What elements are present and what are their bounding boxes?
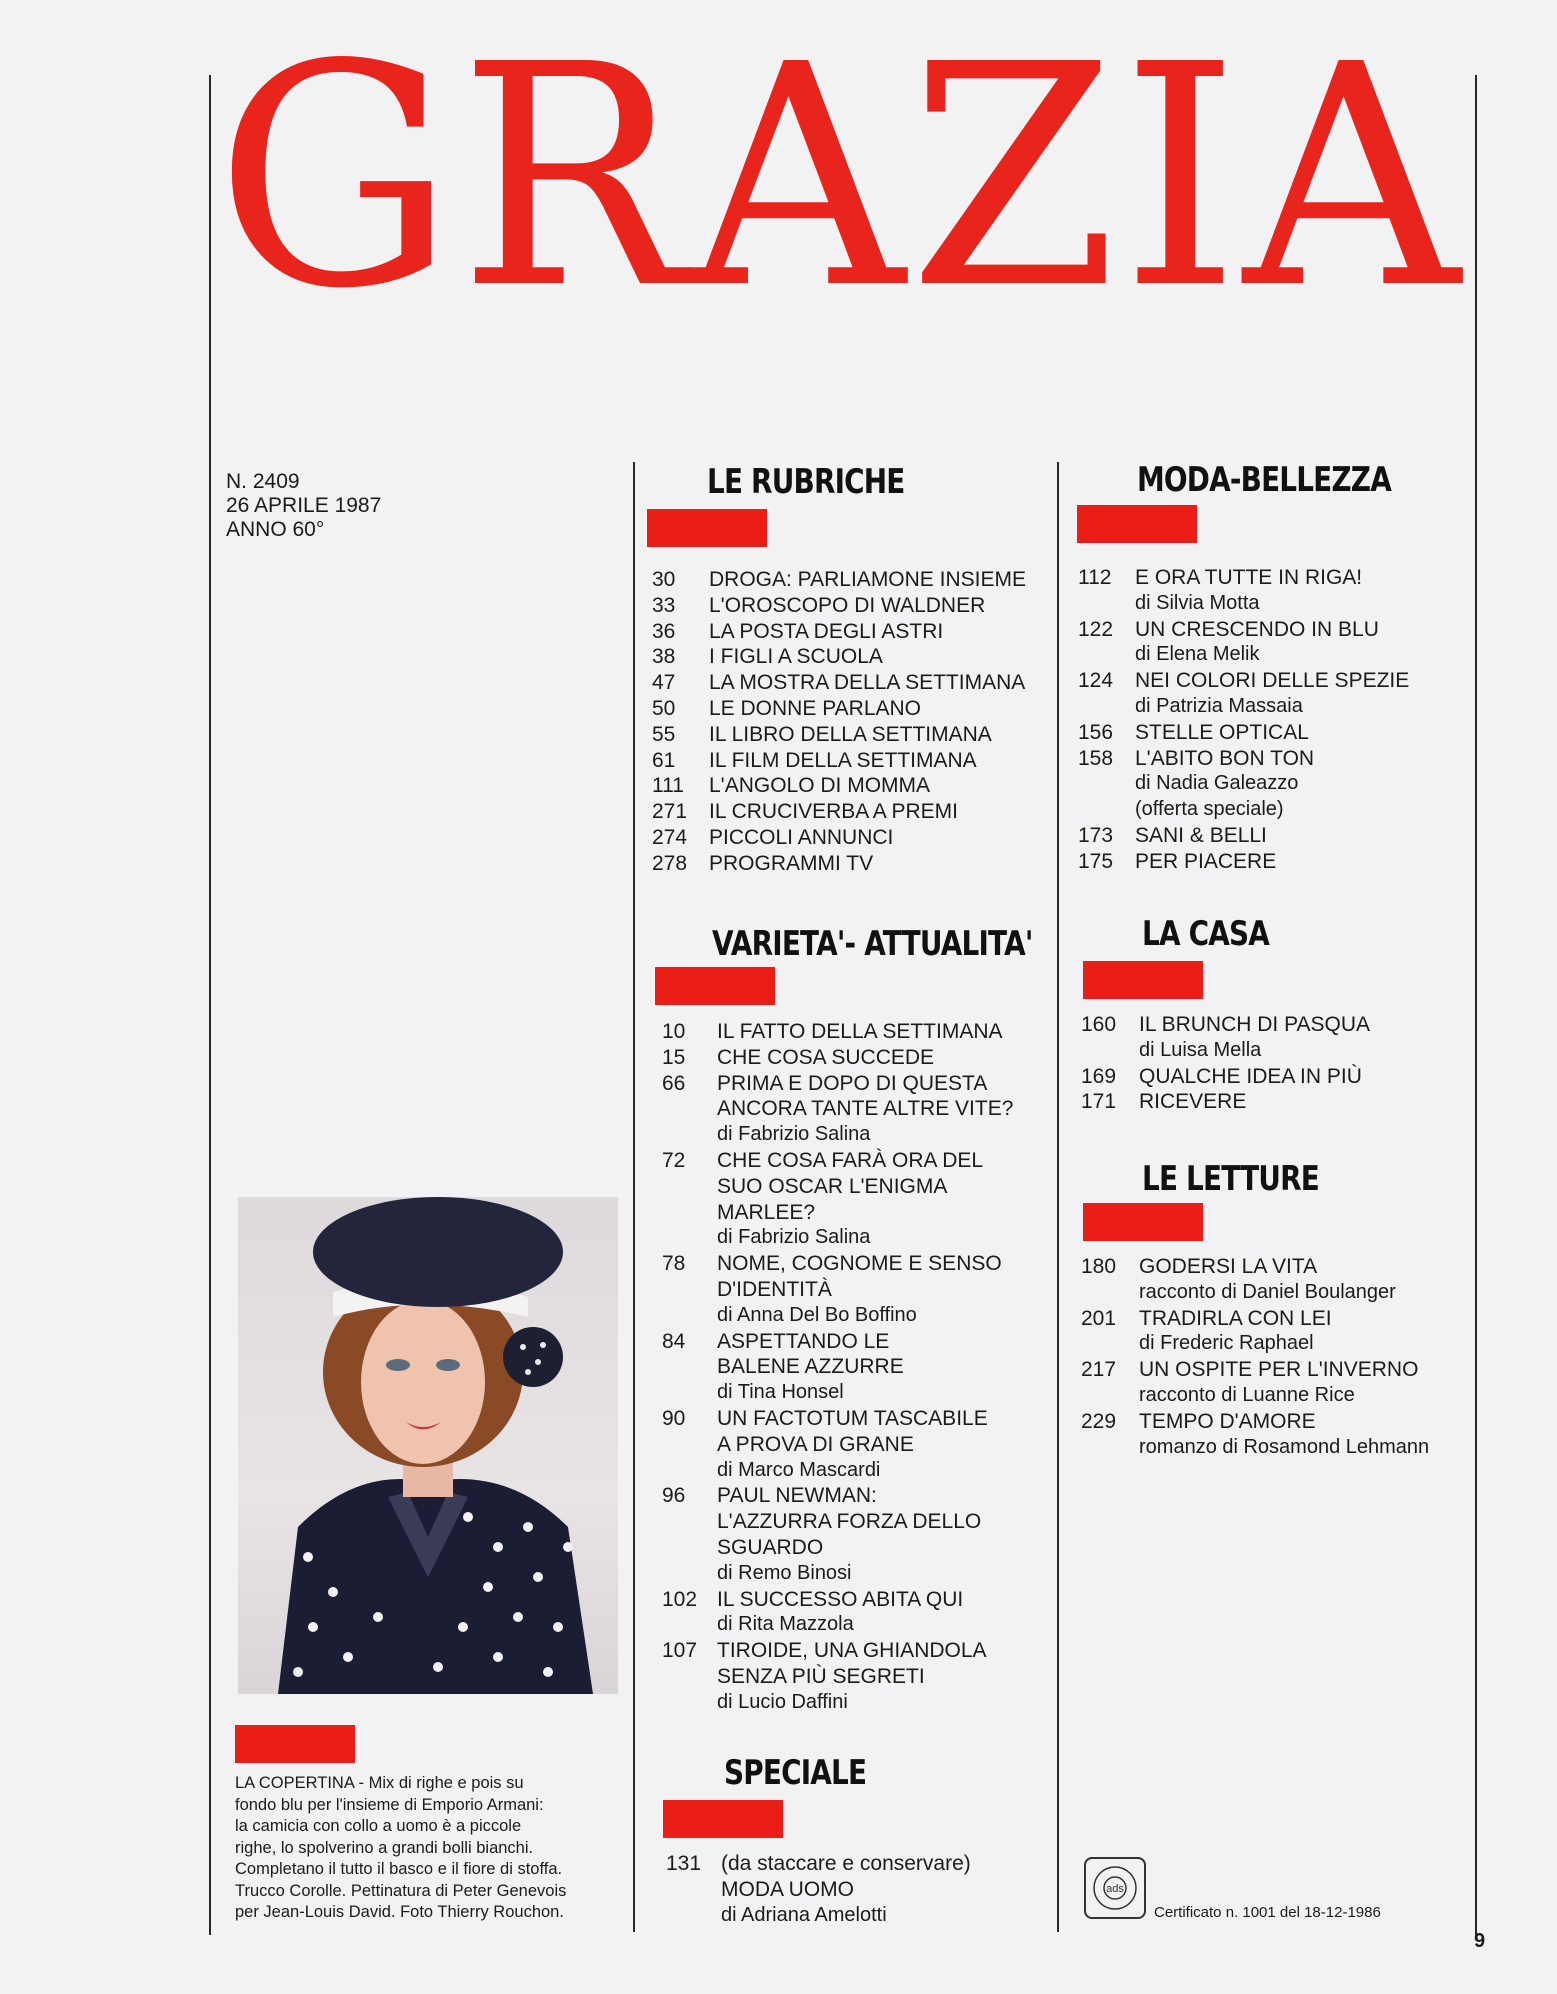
toc-entry xyxy=(1078,617,1468,669)
toc-entry xyxy=(652,722,1057,748)
issue-number: N. 2409 xyxy=(226,470,300,493)
toc-author: di Patrizia Massaia xyxy=(1135,694,1303,717)
toc-title: IL LIBRO DELLA SETTIMANA xyxy=(709,722,992,746)
toc-entry-text xyxy=(717,1406,988,1483)
toc-page-number: 55 xyxy=(652,722,676,746)
toc-entry xyxy=(662,1251,1057,1328)
toc-title-line: NEI COLORI DELLE SPEZIE xyxy=(1135,669,1410,693)
toc-entry-text xyxy=(717,1045,934,1071)
toc-entry-text xyxy=(1135,668,1409,720)
toc-page-number: 47 xyxy=(652,671,676,695)
toc-page-number: 90 xyxy=(662,1406,686,1430)
toc-entry-text xyxy=(717,1483,981,1586)
toc-author: di Fabrizio Salina xyxy=(717,1123,871,1146)
toc-author: di Lucio Daffini xyxy=(717,1690,848,1713)
toc-page-number: 271 xyxy=(652,800,688,824)
toc-title-line: SGUARDO xyxy=(717,1535,824,1559)
toc-entry-text xyxy=(1139,1409,1429,1461)
toc-varieta xyxy=(662,1019,1057,1716)
toc-entry-text xyxy=(709,851,873,877)
toc-entry-text xyxy=(1139,1306,1332,1358)
toc-entry xyxy=(652,644,1057,670)
toc-page-number: 36 xyxy=(652,619,676,643)
issue-info xyxy=(226,470,381,542)
left-rule xyxy=(209,75,211,1935)
toc-title-line: L'AZZURRA FORZA DELLO xyxy=(717,1510,982,1534)
toc-page-number: 274 xyxy=(652,825,688,849)
toc-entry xyxy=(662,1638,1057,1715)
toc-author: romanzo di Rosamond Lehmann xyxy=(1139,1435,1430,1458)
right-rule xyxy=(1475,75,1477,1935)
toc-entry-text xyxy=(717,1587,963,1639)
toc-author: di Adriana Amelotti xyxy=(721,1903,887,1926)
red-marker xyxy=(663,1800,783,1838)
toc-entry xyxy=(652,593,1057,619)
toc-entry-text xyxy=(709,722,992,748)
section-title-varieta: VARIETA'- ATTUALITA' xyxy=(712,924,1033,964)
caption-line: Completano il tutto il basco e il fiore di stoffa. xyxy=(235,1860,563,1878)
toc-title-line: SANI & BELLI xyxy=(1135,823,1267,847)
toc-speciale xyxy=(666,1851,1056,1928)
caption-line: LA COPERTINA - Mix di righe e pois su xyxy=(235,1774,524,1792)
toc-page-number: 158 xyxy=(1078,746,1114,770)
toc-page-number: 169 xyxy=(1081,1064,1117,1088)
logo-letter: I xyxy=(1120,0,1240,356)
section-title-casa: LA CASA xyxy=(1142,914,1270,954)
column-rule-2 xyxy=(1057,462,1059,1932)
toc-title-line: BALENE AZZURRE xyxy=(717,1355,904,1379)
toc-author: di Nadia Galeazzo xyxy=(1135,772,1299,795)
toc-title: LE DONNE PARLANO xyxy=(709,696,921,720)
toc-title-line: UN CRESCENDO IN BLU xyxy=(1135,617,1379,641)
toc-title-line: MARLEE? xyxy=(717,1200,816,1224)
toc-entry-text xyxy=(717,1148,983,1251)
toc-title-line: RICEVERE xyxy=(1139,1090,1247,1114)
red-marker xyxy=(235,1725,355,1763)
toc-entry-text xyxy=(1135,720,1309,746)
toc-author: di Rita Mazzola xyxy=(717,1613,854,1636)
toc-entry xyxy=(1081,1089,1471,1115)
toc-page-number: 229 xyxy=(1081,1409,1117,1433)
toc-moda xyxy=(1078,565,1468,875)
toc-page-number: 72 xyxy=(662,1148,686,1172)
toc-title-line: QUALCHE IDEA IN PIÙ xyxy=(1139,1064,1362,1088)
toc-entry xyxy=(652,748,1057,774)
toc-entry-text xyxy=(709,644,883,670)
toc-author: racconto di Luanne Rice xyxy=(1139,1383,1355,1406)
toc-page-number: 78 xyxy=(662,1252,686,1276)
toc-entry-text xyxy=(709,567,1026,593)
toc-title: LA MOSTRA DELLA SETTIMANA xyxy=(709,671,1026,695)
toc-author: di Elena Melik xyxy=(1135,643,1260,666)
caption-line: per Jean-Louis David. Foto Thierry Rouchon. xyxy=(235,1903,564,1921)
toc-title-line: IL FATTO DELLA SETTIMANA xyxy=(717,1020,1003,1043)
toc-page-number: 38 xyxy=(652,645,676,669)
toc-title-line: (da staccare e conservare) xyxy=(721,1852,971,1875)
cover-model-illustration xyxy=(238,1197,618,1694)
toc-title-line: E ORA TUTTE IN RIGA! xyxy=(1135,566,1363,589)
toc-title: IL FILM DELLA SETTIMANA xyxy=(709,748,977,772)
toc-title-line: PAUL NEWMAN: xyxy=(717,1484,877,1508)
toc-entry-text xyxy=(1135,746,1314,823)
toc-entry xyxy=(1081,1306,1471,1358)
toc-page-number: 112 xyxy=(1078,566,1112,589)
toc-author: di Luisa Mella xyxy=(1139,1038,1262,1061)
certificate-text: Certificato n. 1001 del 18-12-1986 xyxy=(1154,1904,1381,1921)
toc-entry xyxy=(662,1045,1057,1071)
toc-entry-text xyxy=(1135,617,1379,669)
toc-title: PROGRAMMI TV xyxy=(709,851,874,875)
toc-author: di Anna Del Bo Boffino xyxy=(717,1303,917,1326)
toc-entry-text xyxy=(709,748,977,774)
toc-entry-text xyxy=(717,1251,1002,1328)
toc-entry xyxy=(1078,746,1468,823)
red-marker xyxy=(1083,1203,1203,1241)
toc-entry xyxy=(1081,1409,1471,1461)
red-marker xyxy=(655,967,775,1005)
toc-entry-text xyxy=(709,696,921,722)
toc-title-line: IL BRUNCH DI PASQUA xyxy=(1139,1013,1371,1036)
toc-entry xyxy=(1081,1357,1471,1409)
toc-entry xyxy=(1081,1254,1471,1306)
toc-entry-text xyxy=(1139,1089,1246,1115)
toc-title-line: CHE COSA FARÀ ORA DEL xyxy=(717,1148,984,1172)
toc-title-line: CHE COSA SUCCEDE xyxy=(717,1045,935,1069)
toc-title: DROGA: PARLIAMONE INSIEME xyxy=(709,568,1026,591)
toc-entry-text xyxy=(709,825,893,851)
toc-page-number: 50 xyxy=(652,696,676,720)
toc-author: di Silvia Motta xyxy=(1135,591,1260,614)
toc-entry xyxy=(662,1329,1057,1406)
caption-line: righe, lo spolverino a grandi bolli bianchi. xyxy=(235,1838,534,1857)
toc-entry-text xyxy=(721,1851,971,1928)
page-number: 9 xyxy=(1474,1930,1486,1952)
toc-title: L'OROSCOPO DI WALDNER xyxy=(709,593,986,617)
toc-author: di Marco Mascardi xyxy=(717,1458,881,1481)
toc-entry xyxy=(652,567,1057,593)
toc-page-number: 175 xyxy=(1078,849,1114,873)
toc-entry xyxy=(1078,565,1468,617)
caption-line: fondo blu per l'insieme di Emporio Armani: xyxy=(235,1795,544,1814)
toc-entry xyxy=(662,1483,1057,1586)
toc-page-number: 30 xyxy=(652,568,676,591)
stamp-text: ads xyxy=(1106,1883,1124,1895)
toc-entry-text xyxy=(1135,849,1276,875)
toc-entry-text xyxy=(1139,1357,1418,1409)
toc-entry xyxy=(662,1071,1057,1148)
red-marker xyxy=(1083,961,1203,999)
toc-title-line: SUO OSCAR L'ENIGMA xyxy=(717,1174,948,1198)
toc-page-number: 84 xyxy=(662,1329,686,1353)
toc-entry xyxy=(652,670,1057,696)
toc-entry xyxy=(652,851,1057,877)
toc-page-number: 217 xyxy=(1081,1358,1117,1382)
toc-entry-text xyxy=(709,799,958,825)
toc-page-number: 201 xyxy=(1081,1306,1117,1330)
section-title-moda: MODA-BELLEZZA xyxy=(1137,460,1391,500)
toc-title: IL CRUCIVERBA A PREMI xyxy=(709,800,958,824)
toc-title-line: UN OSPITE PER L'INVERNO xyxy=(1139,1358,1419,1382)
toc-title-line: PRIMA E DOPO DI QUESTA xyxy=(717,1071,988,1095)
toc-title-line: IL SUCCESSO ABITA QUI xyxy=(717,1587,964,1611)
toc-page-number: 122 xyxy=(1078,617,1114,641)
logo-letter: G xyxy=(215,0,455,356)
toc-entry xyxy=(662,1148,1057,1251)
logo-letter: R xyxy=(458,0,685,356)
toc-entry xyxy=(1078,668,1468,720)
toc-page-number: 96 xyxy=(662,1484,686,1508)
ads-stamp-icon xyxy=(1084,1857,1146,1919)
toc-page-number: 160 xyxy=(1081,1013,1117,1036)
section-title-speciale: SPECIALE xyxy=(724,1753,867,1793)
toc-casa xyxy=(1081,1012,1471,1115)
toc-entry-text xyxy=(1139,1254,1396,1306)
toc-title-line: SENZA PIÙ SEGRETI xyxy=(717,1664,925,1688)
toc-page-number: 171 xyxy=(1081,1090,1117,1114)
toc-page-number: 107 xyxy=(662,1639,698,1663)
toc-title-line: TEMPO D'AMORE xyxy=(1139,1409,1316,1433)
toc-title-line: D'IDENTITÀ xyxy=(717,1277,832,1301)
toc-title-line: STELLE OPTICAL xyxy=(1135,720,1309,744)
toc-entry xyxy=(652,773,1057,799)
logo-letter: Z xyxy=(908,0,1118,356)
toc-author: di Frederic Raphael xyxy=(1139,1332,1314,1355)
toc-title-line: A PROVA DI GRANE xyxy=(717,1432,914,1456)
toc-page-number: 156 xyxy=(1078,720,1114,744)
toc-entry xyxy=(1081,1064,1471,1090)
toc-entry-text xyxy=(717,1638,987,1715)
toc-entry-text xyxy=(1139,1012,1370,1064)
toc-entry-text xyxy=(709,773,930,799)
toc-title-line: GODERSI LA VITA xyxy=(1139,1255,1318,1278)
cover-caption xyxy=(235,1773,625,1924)
toc-title: L'ANGOLO DI MOMMA xyxy=(709,774,931,798)
toc-title-line: TIROIDE, UNA GHIANDOLA xyxy=(717,1639,987,1663)
toc-entry-text xyxy=(1135,823,1267,849)
toc-entry xyxy=(1078,849,1468,875)
toc-title-line: ASPETTANDO LE xyxy=(717,1329,890,1353)
caption-line: Trucco Corolle. Pettinatura di Peter Genevois xyxy=(235,1881,567,1900)
toc-page-number: 124 xyxy=(1078,669,1114,693)
toc-page-number: 66 xyxy=(662,1071,686,1095)
column-rule-1 xyxy=(633,462,635,1932)
toc-author: di Fabrizio Salina xyxy=(717,1226,871,1249)
toc-author: di Remo Binosi xyxy=(717,1561,852,1584)
toc-entry xyxy=(1078,823,1468,849)
toc-entry xyxy=(1078,720,1468,746)
toc-entry xyxy=(652,696,1057,722)
toc-entry xyxy=(666,1851,1056,1928)
toc-page-number: 33 xyxy=(652,593,676,617)
toc-page-number: 102 xyxy=(662,1587,698,1611)
logo-letter: A xyxy=(688,0,905,356)
toc-page-number: 111 xyxy=(652,774,684,798)
toc-title-line: PER PIACERE xyxy=(1135,849,1277,873)
issue-date: 26 APRILE 1987 xyxy=(226,494,382,517)
toc-title-line: ANCORA TANTE ALTRE VITE? xyxy=(717,1097,1014,1121)
toc-entry-text xyxy=(717,1019,1003,1045)
toc-entry-text xyxy=(717,1329,904,1406)
toc-title: PICCOLI ANNUNCI xyxy=(709,825,894,849)
toc-page-number: 278 xyxy=(652,851,688,875)
toc-page-number: 173 xyxy=(1078,823,1114,847)
toc-entry xyxy=(652,619,1057,645)
toc-entry xyxy=(662,1406,1057,1483)
toc-entry-text xyxy=(709,670,1025,696)
toc-title-line: NOME, COGNOME E SENSO xyxy=(717,1252,1002,1276)
toc-entry xyxy=(1081,1012,1471,1064)
cover-photo xyxy=(238,1197,618,1694)
toc-page-number: 61 xyxy=(652,748,676,772)
toc-page-number: 10 xyxy=(662,1020,686,1043)
issue-year: ANNO 60° xyxy=(226,518,325,541)
toc-title: LA POSTA DEGLI ASTRI xyxy=(709,619,944,643)
toc-page-number: 180 xyxy=(1081,1255,1117,1278)
logo-letter: A xyxy=(1243,0,1460,356)
toc-entry-text xyxy=(709,619,943,645)
caption-line: la camicia con collo a uomo è a piccole xyxy=(235,1817,522,1835)
toc-title-line: UN FACTOTUM TASCABILE xyxy=(717,1406,988,1430)
toc-author: di Tina Honsel xyxy=(717,1381,844,1404)
toc-title-line: MODA UOMO xyxy=(721,1877,855,1901)
toc-entry-text xyxy=(1135,565,1362,617)
toc-entry xyxy=(652,825,1057,851)
toc-entry-text xyxy=(1139,1064,1362,1090)
toc-entry xyxy=(662,1019,1057,1045)
toc-entry xyxy=(662,1587,1057,1639)
toc-author: racconto di Daniel Boulanger xyxy=(1139,1280,1396,1303)
toc-page-number: 15 xyxy=(662,1045,686,1069)
red-marker xyxy=(647,509,767,547)
section-title-letture: LE LETTURE xyxy=(1142,1159,1319,1199)
toc-note: (offerta speciale) xyxy=(1135,798,1284,821)
toc-entry-text xyxy=(717,1071,1013,1148)
section-title-rubriche: LE RUBRICHE xyxy=(707,462,905,502)
red-marker xyxy=(1077,505,1197,543)
masthead-logo xyxy=(215,0,1460,356)
toc-letture xyxy=(1081,1254,1471,1460)
toc-entry-text xyxy=(709,593,985,619)
toc-page-number: 131 xyxy=(666,1852,702,1875)
toc-rubriche xyxy=(652,567,1057,877)
toc-title: I FIGLI A SCUOLA xyxy=(709,645,883,669)
toc-title-line: TRADIRLA CON LEI xyxy=(1139,1306,1332,1330)
toc-title-line: L'ABITO BON TON xyxy=(1135,746,1315,770)
toc-entry xyxy=(652,799,1057,825)
